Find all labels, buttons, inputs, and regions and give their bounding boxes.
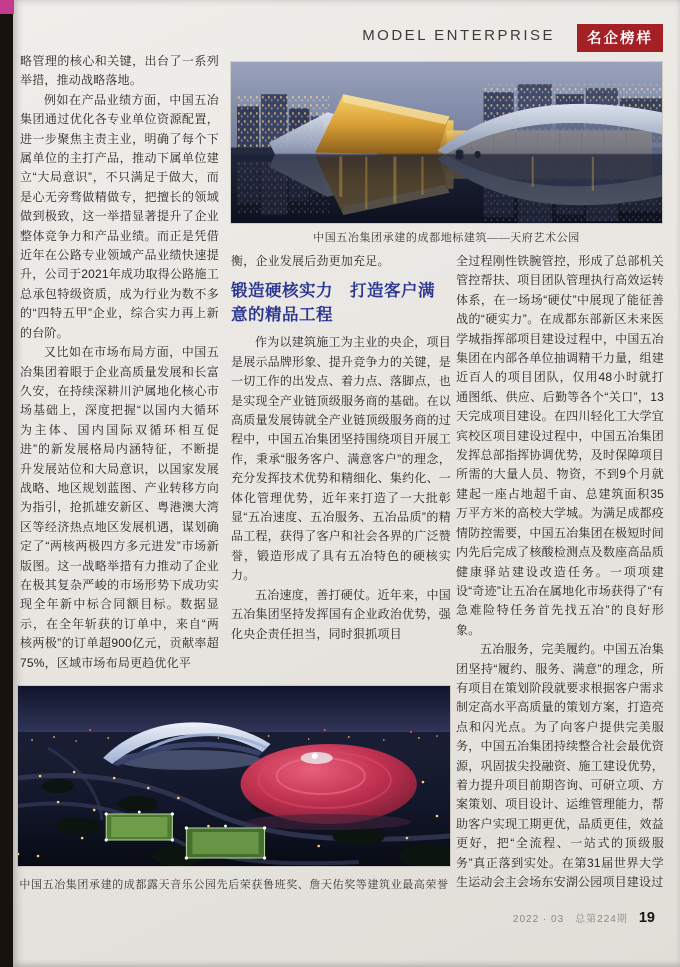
paragraph: 五冶服务，完美履约。中国五冶集团坚持“履约、服务、满意”的理念，所有项目在策划阶段就要求根据客户需求制定高水平高质量的策划方案，打造亮点和闪光点。为了向客户提供完美服务，中国五冶集团持续整合社会最优资源，巩固拔尖投融资、施工建设优势，着力提升项目前期咨询、可研立项、方案策划、项目设计、运维管理能力，帮助客户实现工期更优，品质更佳，效益更好，把“全流程、一站式的顶级服务”真正落到实处。在第31届世界大学生运动会主会场东安湖公园项目建设过 [456,642,664,889]
section-heading: 锻造硬核实力 打造客户满意的精品工程 [231,282,435,324]
photo-caption-bottom: 中国五冶集团承建的成都露天音乐公园先后荣获鲁班奖、詹天佑奖等建筑业最高荣誉 [19,879,449,891]
page-footer [513,910,655,926]
scan-corner-mark [0,0,14,14]
section-badge: 名企榜样 [577,24,663,52]
paragraph: 又比如在市场布局方面，中国五冶集团着眼于企业高质量发展和长富久安，在持续深耕川沪属地化核心市场基础上，深度把握“以国内大循环为主体、国内国际双循环相互促进”的新发展格局内涵特征，不断提升发展站位和大局意识，以国家发展战略、地区规划蓝图、产业转移方向为指引，抢抓雄安新区、粤港澳大湾区等经济热点地区发展机遇，谋划确定了“两核两极四方多元进发”市场新版图。这一战略举措有力推动了企业在极其复杂严峻的市场形势下成功实现全年新中标合同额目标。数据显示，在全年斩获的订单中，来自“两核两极”的订单超900亿元，贡献率超75%，区域市场布局更趋优化平 [20,345,219,670]
page-header-title: MODEL ENTERPRISE [362,27,555,44]
paragraph: 全过程刚性铁腕管控，形成了总部机关管控帮扶、项目团队管理执行高效运转体系，在一场场“硬仗”中展现了能征善战的“硬实力”。在成都东部新区未来医学城指挥部项目建设过程中，中国五冶集团在内部各单位抽调精干力量，组建近百人的项目团队，仅用48小时就打通图纸、供应、后勤等各个“关口”，13天完成项目建设。在四川轻化工大学宜宾校区项目建设过程中，中国五冶集团发挥总部指挥协调优势，及时保障项目所需的大量人员、物资，不到9个月就建起一座占地超千亩、总建筑面积35万平方米的高校大学城。为满足成都疫情防控需要，中国五冶集团在极短时间内先后完成了核酸检测点及数座高品质健康驿站建设改造任务。一项项建设“奇迹”让五冶在属地化市场获得了“有急难险特任务首先找五冶”的良好形象。 [456,254,664,637]
article-column-middle [231,252,451,644]
photo-open-air-music-park [18,686,450,866]
paragraph: 作为以建筑施工为主业的央企，项目是展示品牌形象、提升竞争力的关键，是一切工作的出发点、着力点、落脚点，也是实现全产业链顶级服务商的基础。在以高质量发展铸就全产业链顶级服务商的过程中，中国五冶集团坚持围绕项目开展工作，秉承“服务客户、满意客户”的理念，充分发挥技术优势和精细化、集约化、一体化管理优势，近年来打造了一大批彰显“五冶速度、五冶服务、五冶品质”的精品工程，获得了客户和社会各界的广泛赞誉，锻造形成了具有五冶特色的硬核实力。 [231,335,451,583]
paragraph: 略管理的核心和关键，出台了一系列举措，推动战略落地。 [20,54,219,88]
footer-issue: 2022 · 03 [512,914,565,925]
paragraph: 例如在产品业绩方面，中国五冶集团通过优化各专业单位资源配置，进一步聚焦主责主业，明确了每个下属单位的主打产品，推动下属单位建立“大局意识”，不只满足于做大，而是心无旁骛做精做专，把擅长的领域做到极致，这一举措显著提升了企业整体竞争力和产品业绩。而正是凭借近年在公路专业领域产品业绩快速提升，公司于2021年成功取得公路施工总承包特级资质，成为行业为数不多的“四特五甲”企业，综合实力再上新的台阶。 [20,92,219,340]
paragraph: 衡，企业发展后劲更加充足。 [231,254,390,268]
paragraph: 五冶速度，善打硬仗。近年来，中国五冶集团坚持发挥国有企业政治优势，强化央企责任担当，同时狠抓项目 [231,587,451,641]
footer-volume: 总第224期 [575,914,628,925]
article-column-right [456,252,664,892]
photo-tianfu-art-park [231,62,662,223]
footer-page-number: 19 [638,910,655,926]
magazine-page-surface [13,0,680,967]
article-column-left [20,52,219,673]
photo-caption-top: 中国五冶集团承建的成都地标建筑——天府艺术公园 [313,232,580,244]
